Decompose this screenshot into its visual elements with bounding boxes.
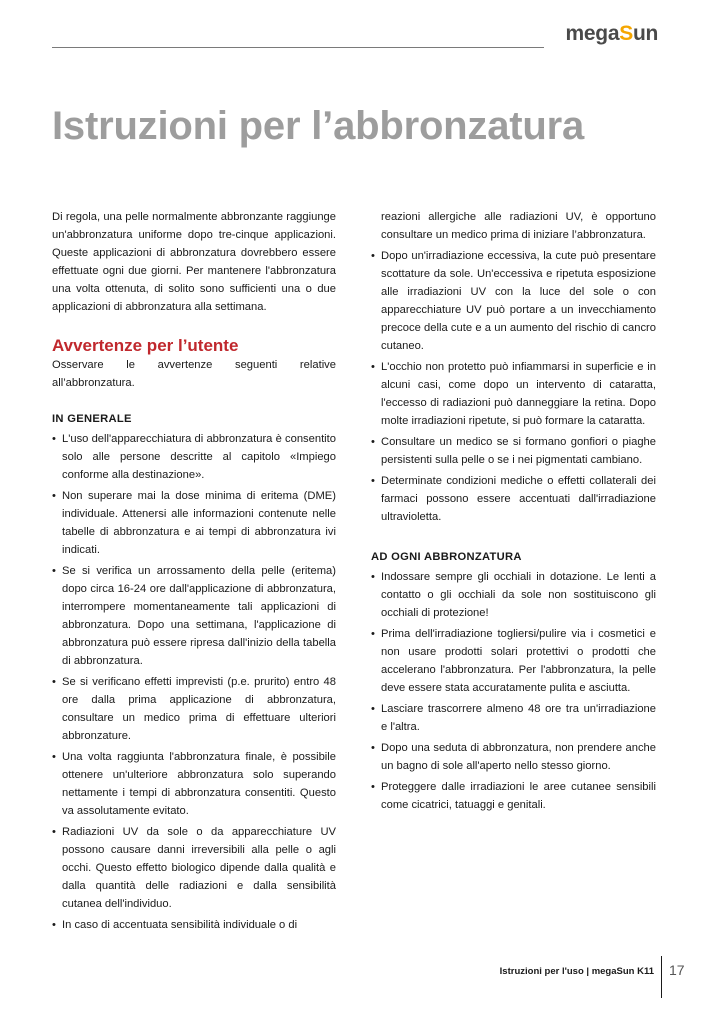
- list-item: • Lasciare trascorrere almeno 48 ore tra un'irradiazione e l'altra.: [371, 703, 656, 733]
- list-item: • Una volta raggiunta l'abbronzatura finale, è possibile ottenere un'ulteriore abbronzatura solo superando nettamente i tempi di abbronzatura consentiti. Questo va assolutamente evitato.: [52, 751, 336, 817]
- list-item: • Dopo un'irradiazione eccessiva, la cute può presentare scottature da sole. Un'eccessiva e ripetuta esposizione alle irradiazioni UV con la luce del sole o con apparecchiature UV può portare a un invecchiamento precoce della cute e a un aumento del rischio di cancro cutaneo.: [371, 250, 656, 352]
- footer-divider: [661, 956, 662, 998]
- list-item: • Non superare mai la dose minima di eritema (DME) individuale. Attenersi alle informazioni contenute nelle tabelle di abbronzatura e ai tempi di abbronzatura ivi indicati.: [52, 490, 336, 556]
- general-heading: IN GENERALE: [52, 413, 132, 425]
- megasun-logo: megaSun: [565, 22, 658, 45]
- each-tanning-heading: AD OGNI ABBRONZATURA: [371, 551, 522, 563]
- list-item: • Consultare un medico se si formano gonfiori o piaghe persistenti sulla pelle o se i nei pigmentati cambiano.: [371, 436, 656, 466]
- list-item: • L'occhio non protetto può infiammarsi in superficie e in alcuni casi, come dopo un intervento di cataratta, l'eccesso di radiazioni può danneggiare la retina. Dopo molte irradiazioni ripetute, si può formare la cataratta.: [371, 361, 656, 427]
- page-title: Istruzioni per l’abbronzatura: [52, 104, 585, 148]
- list-item-continuation: reazioni allergiche alle radiazioni UV, è opportuno consultare un medico prima di iniziare l’abbronzatura.: [381, 211, 656, 241]
- each-tanning-list: [371, 568, 656, 814]
- general-list: [52, 430, 336, 934]
- list-item: • Se si verificano effetti imprevisti (p.e. prurito) entro 48 ore dalla prima applicazione di abbronzatura, consultare un medico prima di effettuare ulteriori abbronzature.: [52, 676, 336, 742]
- warnings-heading: Avvertenze per l’utente: [52, 336, 239, 355]
- list-item: • L'uso dell'apparecchiatura di abbronzatura è consentito solo alle persone descritte al capitolo «Impiego conforme alla destinazione».: [52, 433, 336, 481]
- list-item: • Proteggere dalle irradiazioni le aree cutanee sensibili come cicatrici, tatuaggi e genitali.: [371, 781, 656, 811]
- left-column: [52, 208, 336, 937]
- list-item: • Prima dell'irradiazione togliersi/pulire via i cosmetici e non usare prodotti solari protettivi o prodotti che accelerano l'abbronzatura. Per l'abbronzatura, la pelle deve essere stata accuratamente pulita e asciutta.: [371, 628, 656, 694]
- list-item: • Dopo una seduta di abbronzatura, non prendere anche un bagno di sole all'aperto nello stesso giorno.: [371, 742, 656, 772]
- general-list-continued: [371, 247, 656, 526]
- page-number: 17: [669, 962, 685, 978]
- warnings-lead: Osservare le avvertenze seguenti relative all’abbronzatura.: [52, 359, 336, 389]
- intro-paragraph: Di regola, una pelle normalmente abbronzante raggiunge un'abbronzatura uniforme dopo tre-cinque applicazioni. Queste applicazioni di abbronzatura dovrebbero essere effettuate ogni due giorni. Per mantenere l'abbronzatura una volta ottenuta, di solito sono sufficienti una o due applicazioni di abbronzatura alla settimana.: [52, 211, 336, 313]
- list-item: • Indossare sempre gli occhiali in dotazione. Le lenti a contatto o gli occhiali da sole non sostituiscono gli occhiali di protezione!: [371, 571, 656, 619]
- list-item: • In caso di accentuata sensibilità individuale o di: [52, 919, 298, 931]
- list-item: • Radiazioni UV da sole o da apparecchiature UV possono causare danni irreversibili alla pelle o agli occhi. Questo effetto biologico dipende dalla qualità e dalla quantità delle radiazioni e dalla sensibilità cutanea dell'individuo.: [52, 826, 336, 910]
- footer-doc-label: Istruzioni per l'uso | megaSun K11: [499, 966, 654, 977]
- right-column: [371, 208, 656, 817]
- list-item: • Se si verifica un arrossamento della pelle (eritema) dopo circa 16-24 ore dall'applicazione di abbronzatura, interrompere momentaneamente tali applicazioni di abbronzatura. Dopo una settimana, l'applicazione di abbronzatura può essere ripresa dall'inizio della tabella di abbronzatura.: [52, 565, 336, 667]
- header-rule: [52, 47, 544, 48]
- list-item: • Determinate condizioni mediche o effetti collaterali dei farmaci possono essere accentuati dall'irradiazione ultravioletta.: [371, 475, 656, 523]
